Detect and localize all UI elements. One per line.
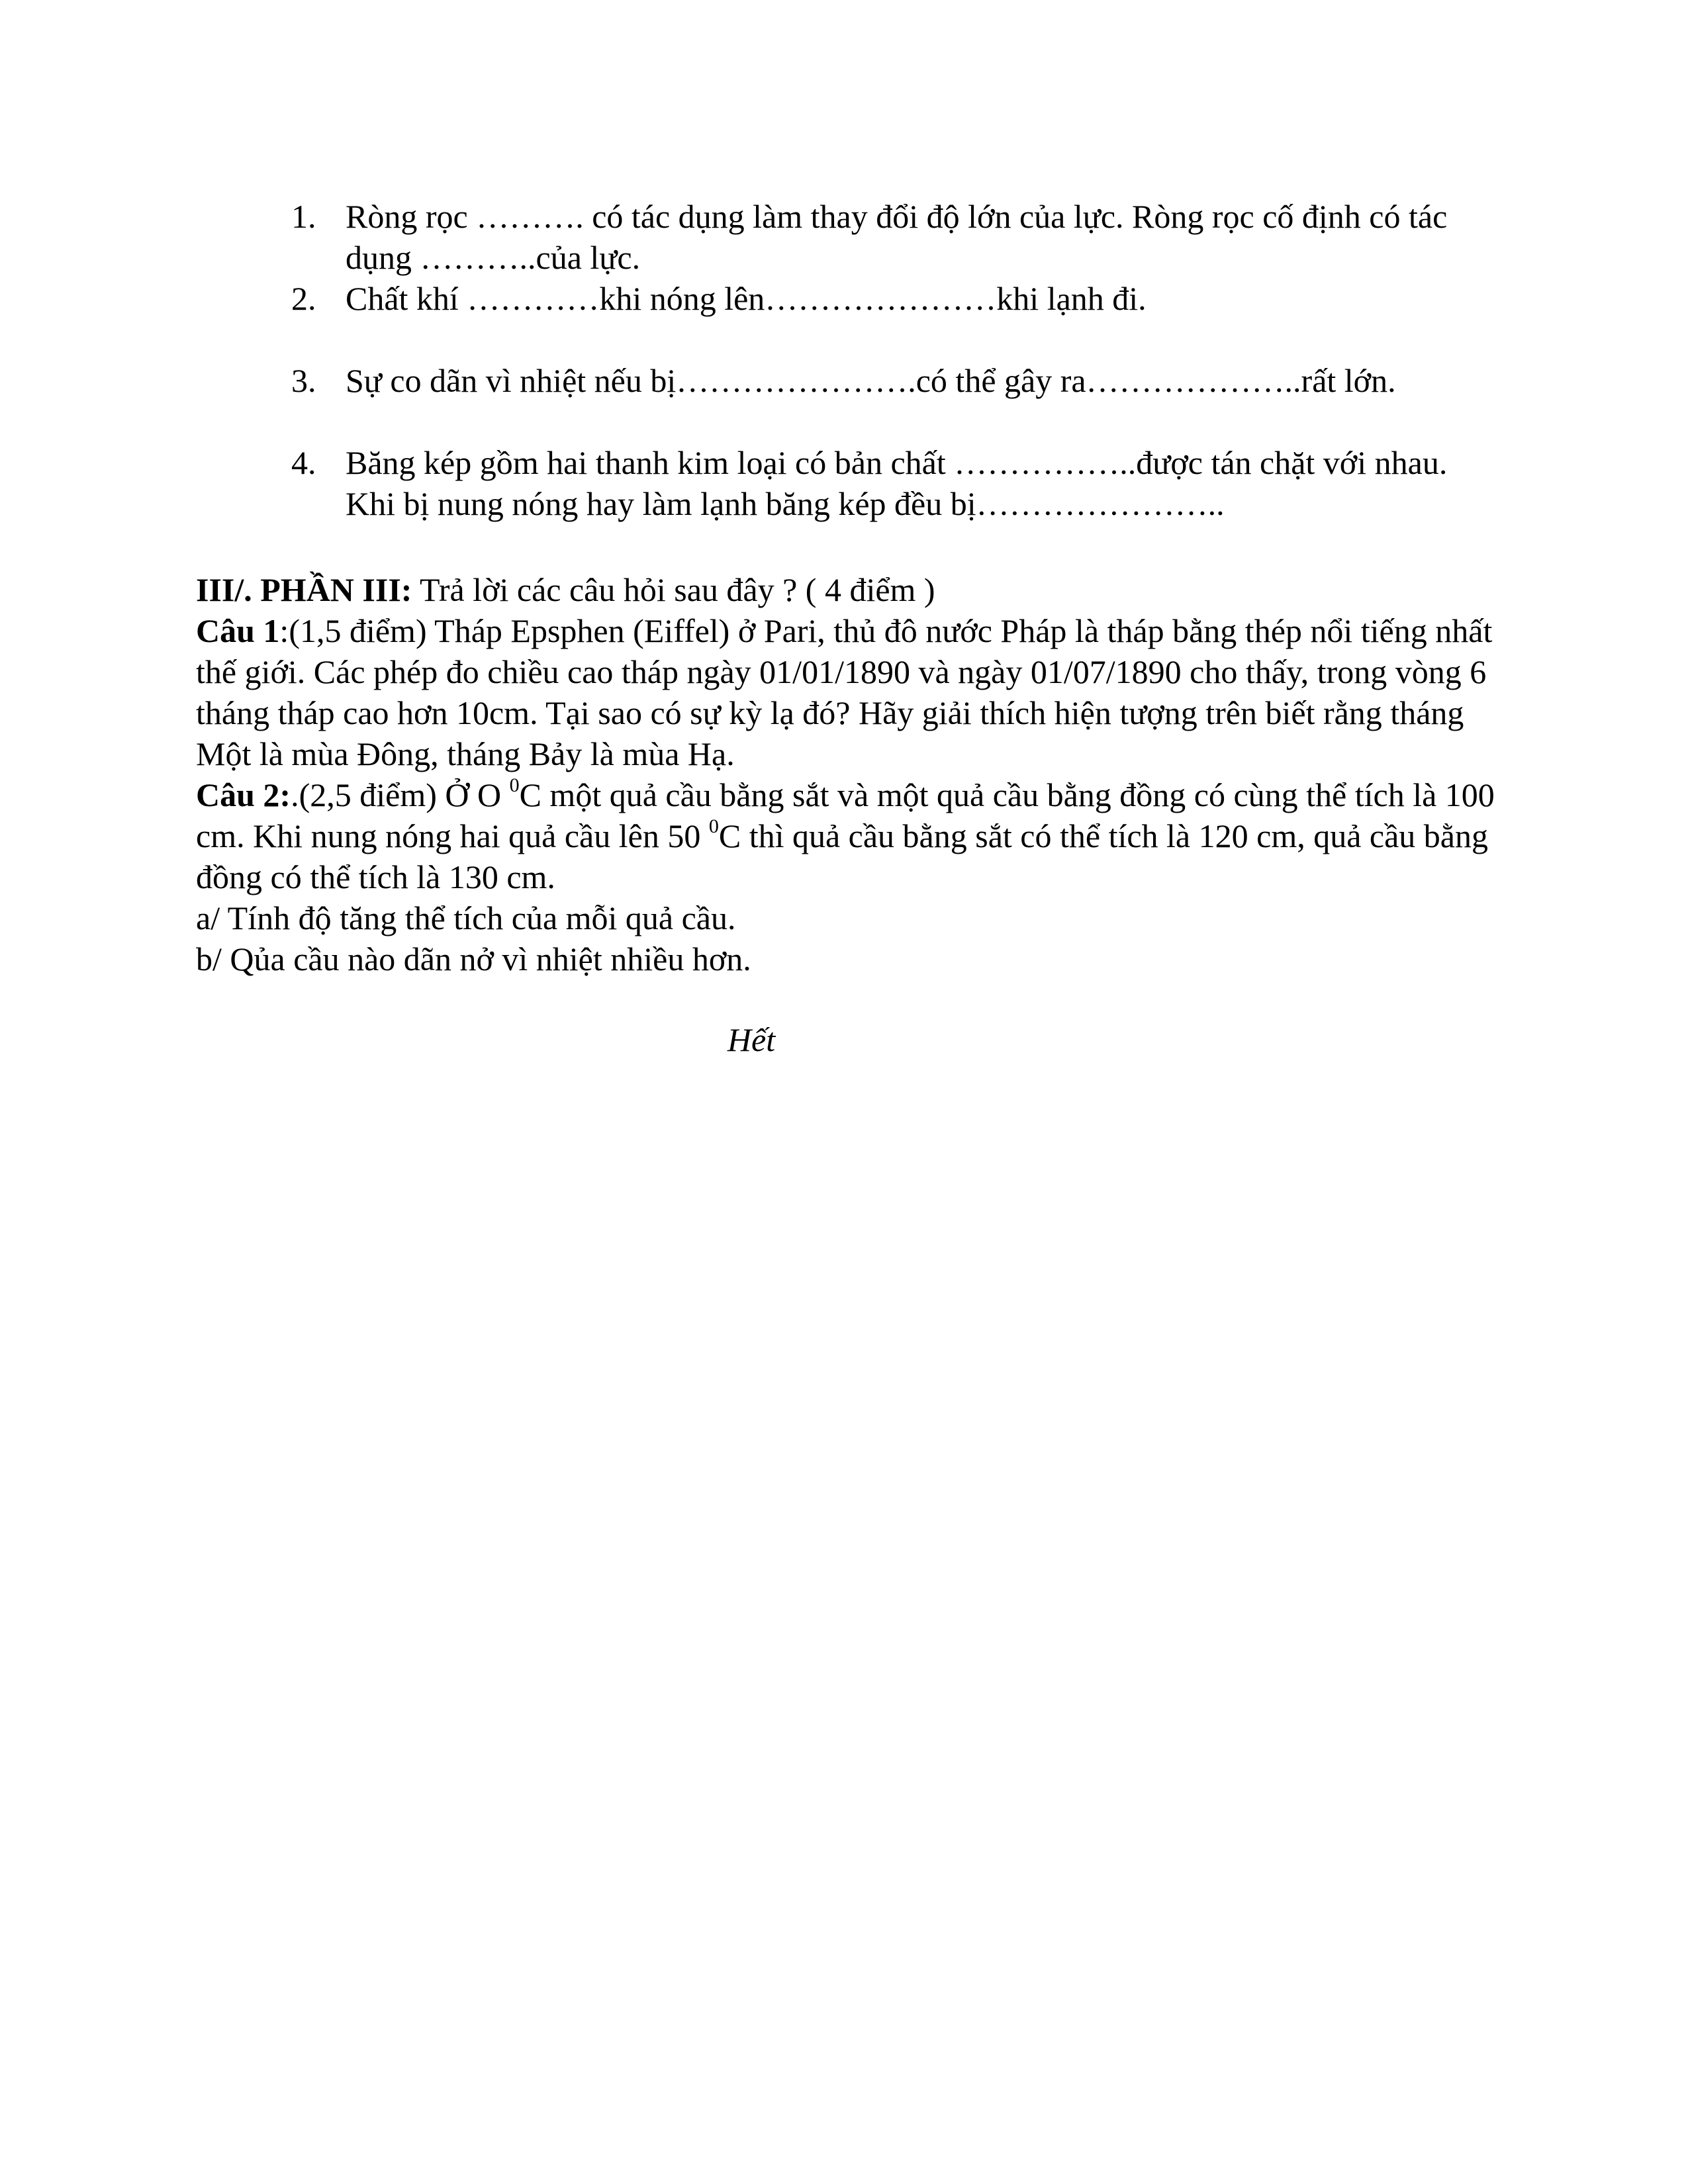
list-item <box>291 196 1503 278</box>
question-2-text-part1: .(2,5 điểm) Ở O <box>291 776 510 813</box>
part-three-heading-label: III/. PHẦN III: <box>196 571 412 608</box>
question-2a: a/ Tính độ tăng thể tích của mỗi quả cầu. <box>196 899 736 936</box>
question-2-label: Câu 2: <box>196 776 291 813</box>
list-item-number: 4. <box>291 444 316 481</box>
end-marker: Hết <box>727 1021 776 1058</box>
degree-superscript: 0 <box>509 774 520 796</box>
list-item-text: Băng kép gồm hai thanh kim loại có bản chất ……………..được tán chặt với nhau. Khi bị nung nóng hay làm lạnh băng kép đều bị………………….. <box>346 444 1448 522</box>
list-item <box>291 360 1503 401</box>
question-1-label: Câu 1 <box>196 612 280 649</box>
question-1 <box>196 610 1507 774</box>
question-2 <box>196 774 1507 897</box>
part-three-section <box>196 569 1507 979</box>
part-three-heading-text: Trả lời các câu hỏi sau đây ? ( 4 điểm ) <box>412 571 935 608</box>
question-2-text-part3: C thì quả cầu bằng sắt có thể tích là 120 cm, quả cầu bằng đồng có thể tích là 130 cm. <box>196 817 1488 895</box>
list-item <box>291 278 1503 319</box>
list-item-number: 1. <box>291 198 316 235</box>
question-2-text-part2: C một quả cầu bằng sắt và một quả cầu bằng đồng có cùng thể tích là 100 cm. Khi nung nóng hai quả cầu lên 50 <box>196 776 1495 854</box>
list-item-number: 2. <box>291 280 316 317</box>
degree-superscript: 0 <box>708 815 719 837</box>
question-1-text: :(1,5 điểm) Tháp Epsphen (Eiffel) ở Pari, thủ đô nước Pháp là tháp bằng thép nổi tiếng nhất thế giới. Các phép đo chiều cao tháp ngày 01/01/1890 và ngày 01/07/1890 cho thấy, trong vòng 6 tháng tháp cao hơn 10cm. Tại sao có sự kỳ lạ đó? Hãy giải thích hiện tượng trên biết rằng tháng Một là mùa Đông, tháng Bảy là mùa Hạ. <box>196 612 1493 772</box>
question-2b: b/ Qủa cầu nào dãn nở vì nhiệt nhiều hơn. <box>196 940 751 978</box>
list-item-text: Ròng rọc ………. có tác dụng làm thay đổi độ lớn của lực. Ròng rọc cố định có tác dụng ………..của lực. <box>346 198 1448 276</box>
list-item <box>291 442 1503 524</box>
fill-in-list <box>291 196 1503 524</box>
list-item-text: Chất khí …………khi nóng lên…………………khi lạnh đi. <box>346 280 1147 317</box>
list-item-number: 3. <box>291 362 316 399</box>
list-item-text: Sự co dãn vì nhiệt nếu bị………………….có thể gây ra………………..rất lớn. <box>346 362 1396 399</box>
part-three-heading <box>196 569 1507 610</box>
